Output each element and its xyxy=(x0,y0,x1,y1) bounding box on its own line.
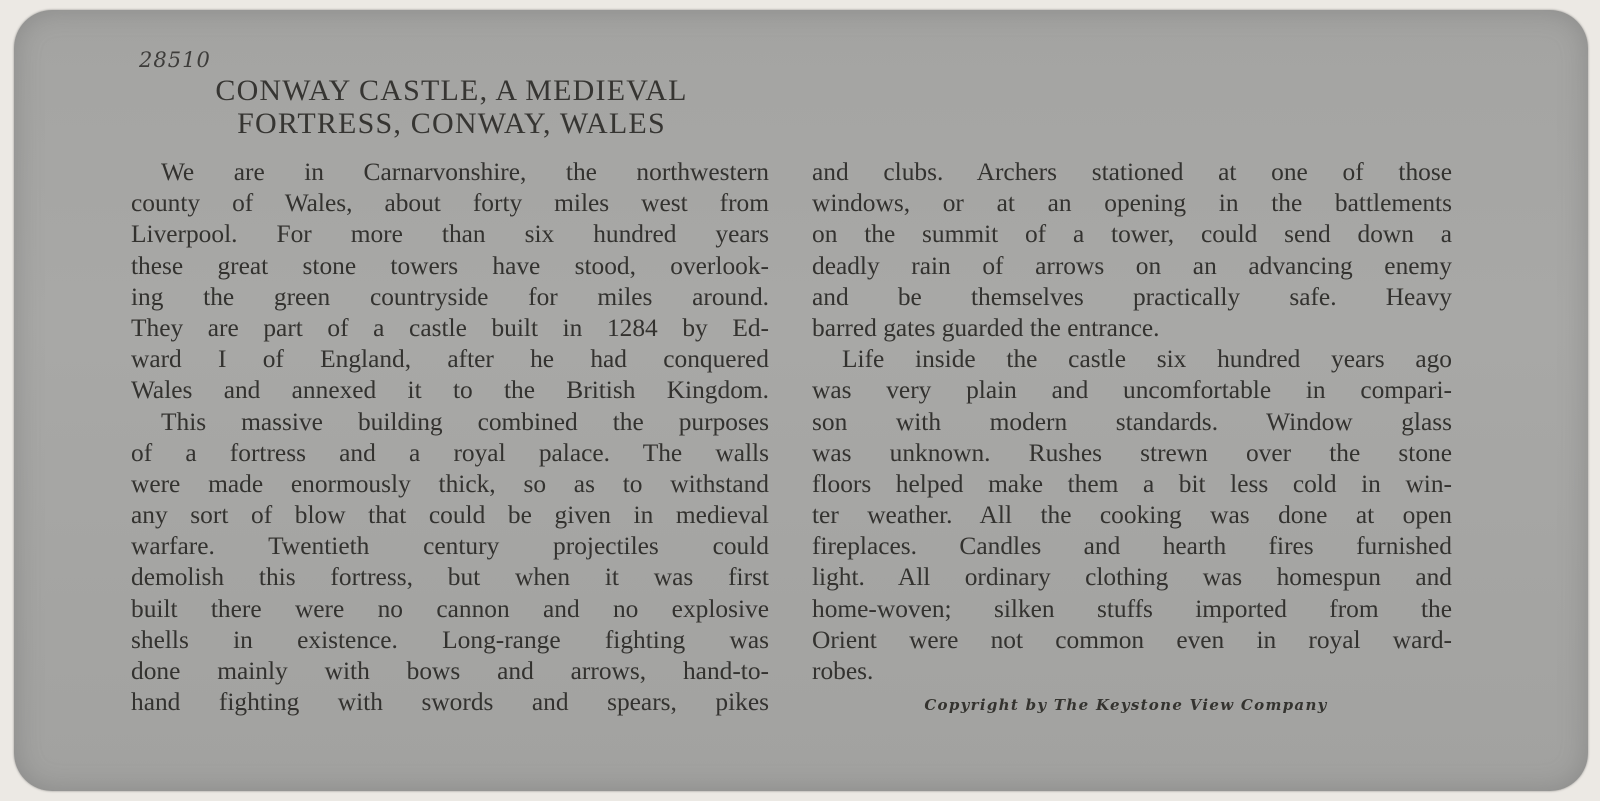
text-line: deadly rain of arrows on an advancing enemy xyxy=(812,251,1452,280)
text-line: This massive building combined the purposes xyxy=(161,407,769,436)
left-text-column xyxy=(131,157,769,718)
copyright-notice: Copyright by The Keystone View Company xyxy=(924,696,1328,714)
text-line: hand fighting with swords and spears, pikes xyxy=(131,688,769,717)
text-line: floors helped make them a bit less cold in win- xyxy=(812,469,1452,498)
text-line: home-woven; silken stuffs imported from the xyxy=(812,594,1452,623)
text-line: was very plain and uncomfortable in compari- xyxy=(812,376,1452,405)
text-line: of a fortress and a royal palace. The walls xyxy=(131,438,769,467)
text-line: light. All ordinary clothing was homespun and xyxy=(812,563,1452,592)
text-line: and be themselves practically safe. Heavy xyxy=(812,282,1452,311)
text-line: and clubs. Archers stationed at one of those xyxy=(812,158,1452,186)
text-line: done mainly with bows and arrows, hand-to- xyxy=(131,657,769,685)
text-line: demolish this fortress, but when it was first xyxy=(131,563,769,592)
title-line-2: FORTRESS, CONWAY, WALES xyxy=(237,107,666,140)
title-line-1: CONWAY CASTLE, A MEDIEVAL xyxy=(215,74,688,107)
text-line: ter weather. All the cooking was done at open xyxy=(812,501,1452,530)
text-line: windows, or at an opening in the battlements xyxy=(812,189,1452,218)
text-line: fireplaces. Candles and hearth fires furnished xyxy=(812,532,1452,561)
right-text-column xyxy=(812,157,1452,687)
text-line: was unknown. Rushes strewn over the stone xyxy=(812,438,1452,467)
text-line: They are part of a castle built in 1284 by Ed- xyxy=(131,313,769,342)
text-line: Orient were not common even in royal ward- xyxy=(812,625,1452,654)
stereoview-card-back xyxy=(14,10,1588,791)
text-line: these great stone towers have stood, overlook- xyxy=(131,251,769,280)
text-line: We are in Carnarvonshire, the northwestern xyxy=(161,158,769,186)
text-line: ing the green countryside for miles around. xyxy=(131,282,769,311)
text-line: shells in existence. Long-range fighting was xyxy=(131,625,769,654)
text-line: Life inside the castle six hundred years ago xyxy=(842,345,1452,374)
text-line: on the summit of a tower, could send down a xyxy=(812,220,1452,249)
text-line: ward I of England, after he had conquered xyxy=(131,345,769,374)
text-line: county of Wales, about forty miles west from xyxy=(131,189,769,218)
text-line: any sort of blow that could be given in medieval xyxy=(131,501,769,530)
text-line: warfare. Twentieth century projectiles could xyxy=(131,532,769,561)
text-line: robes. xyxy=(812,657,874,685)
text-line: barred gates guarded the entrance. xyxy=(812,313,1160,342)
text-line: built there were no cannon and no explosive xyxy=(131,594,769,623)
catalog-number: 28510 xyxy=(139,48,211,72)
card-title xyxy=(129,74,774,140)
text-line: were made enormously thick, so as to withstand xyxy=(131,469,769,498)
text-line: Wales and annexed it to the British Kingdom. xyxy=(131,376,769,405)
text-line: son with modern standards. Window glass xyxy=(812,407,1452,436)
text-line: Liverpool. For more than six hundred years xyxy=(131,220,769,249)
